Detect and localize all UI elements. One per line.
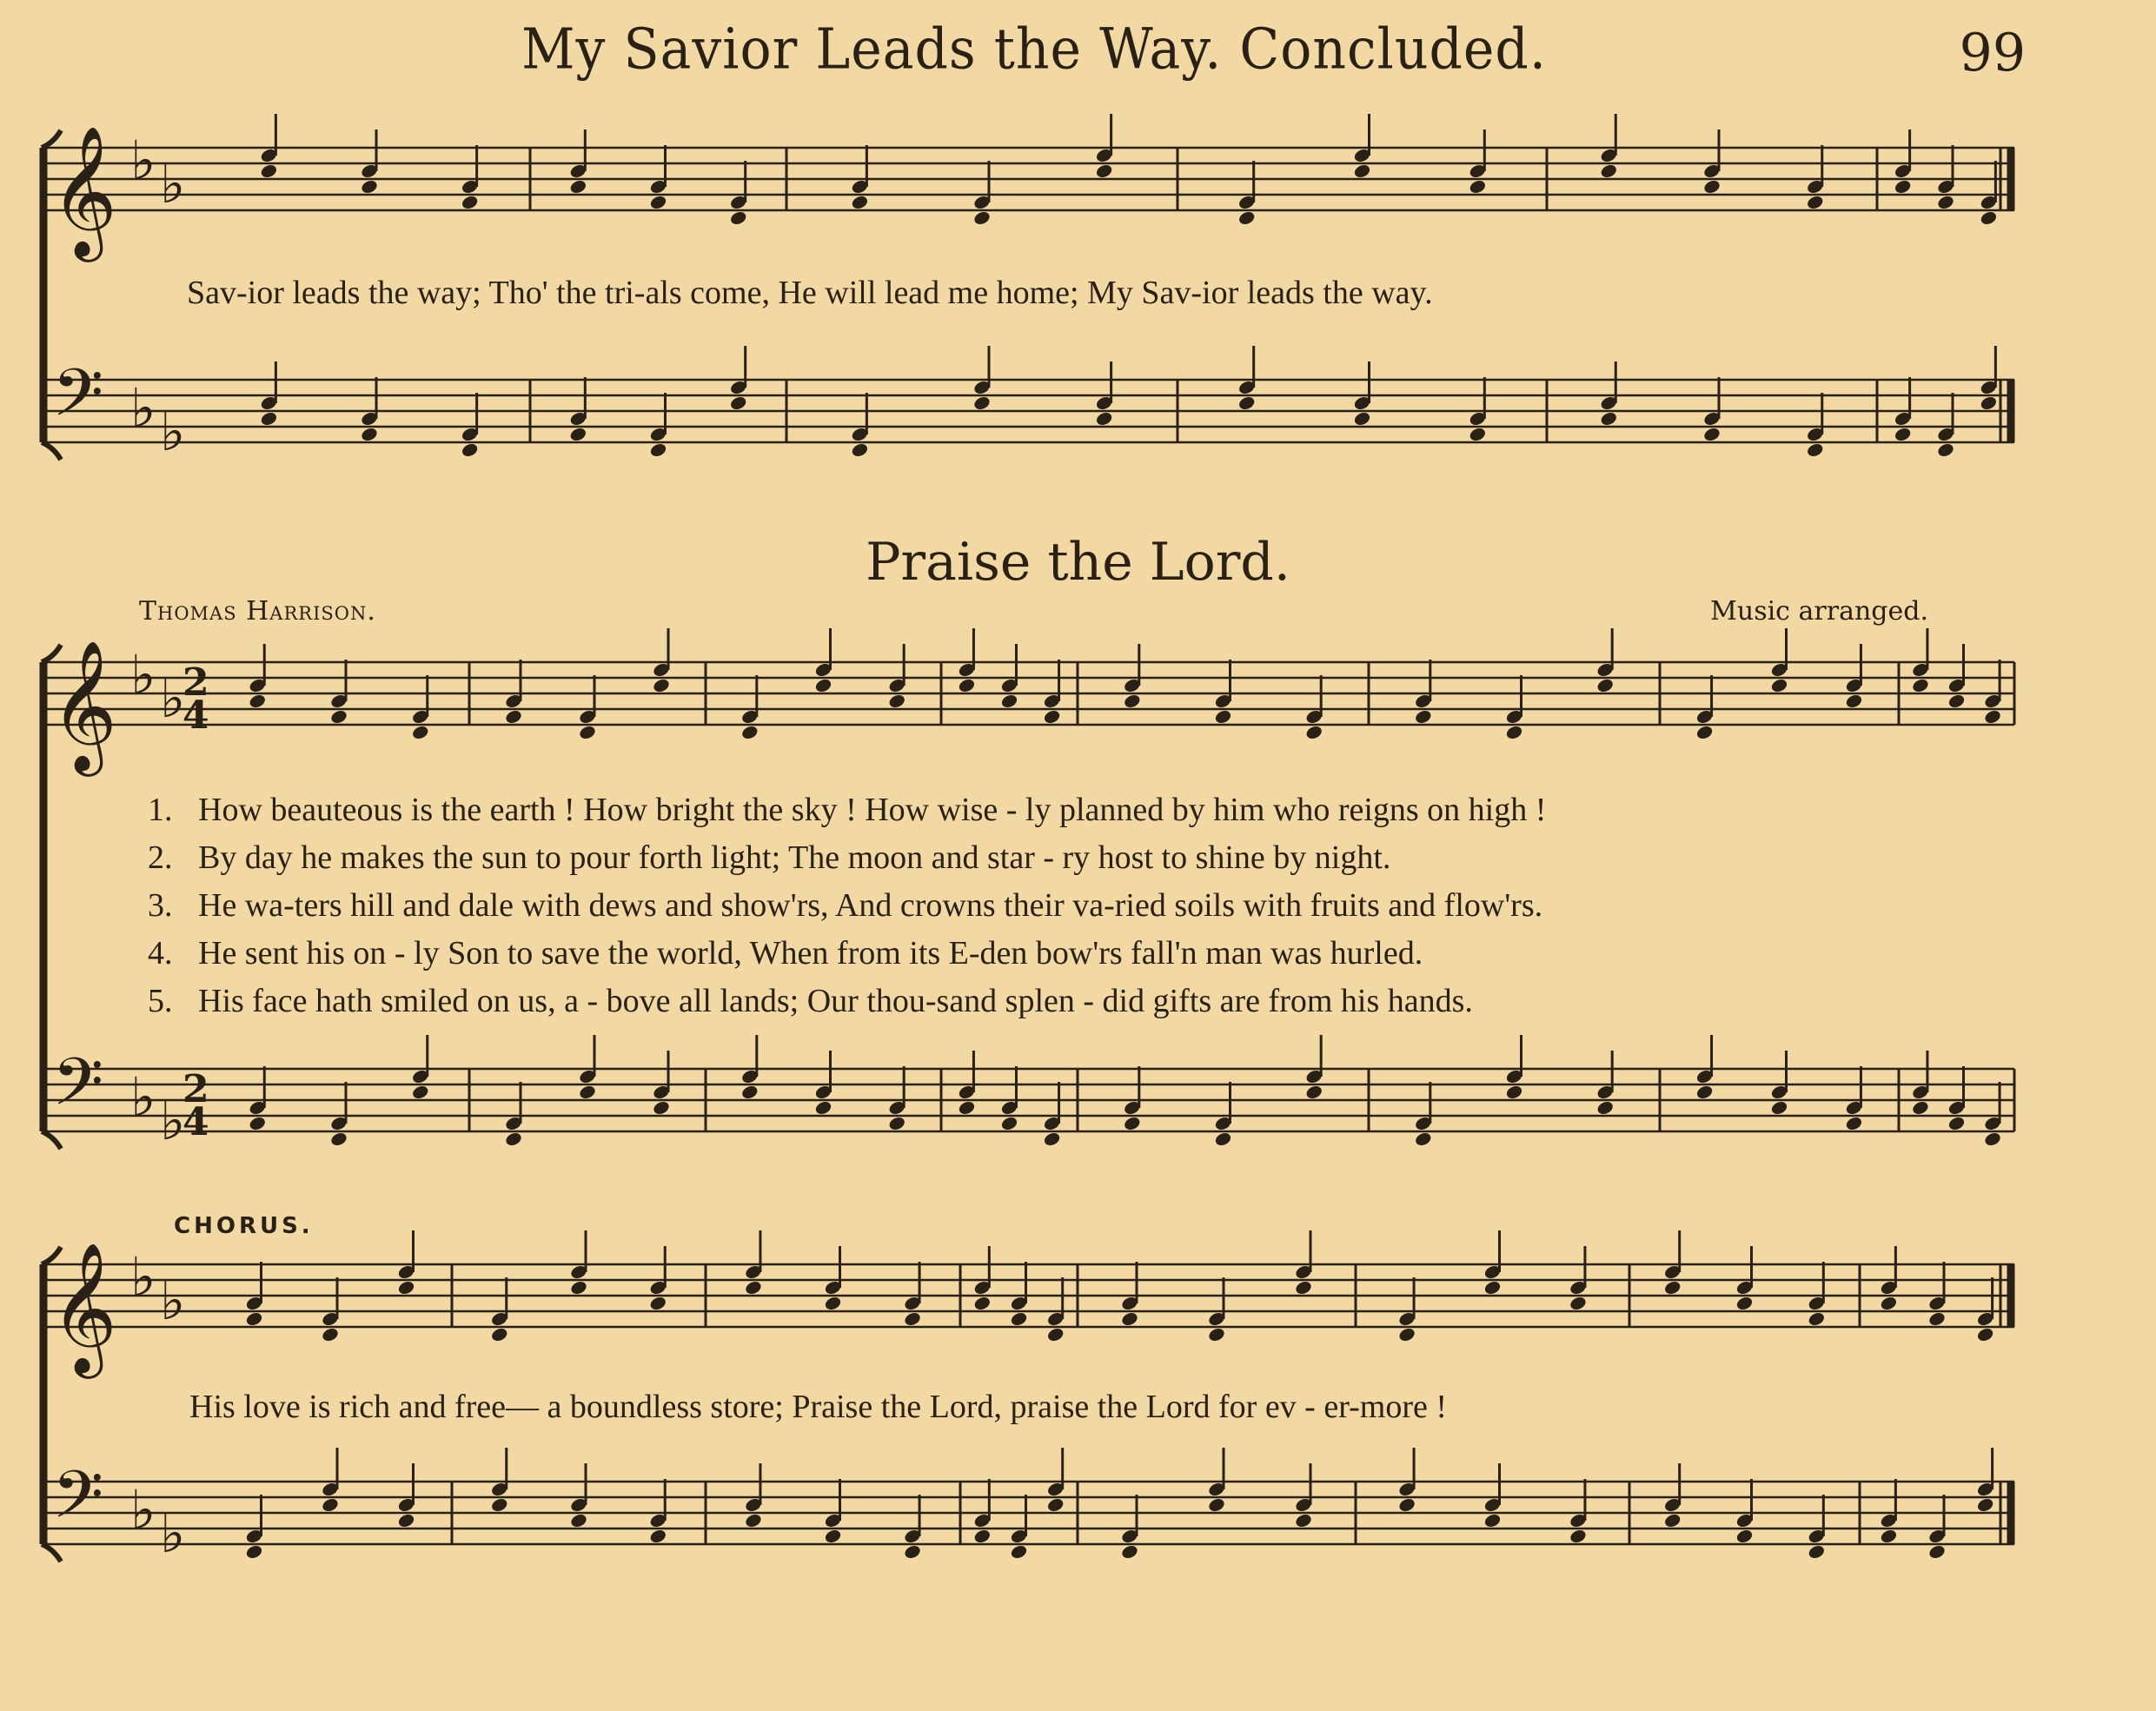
time-signature-bottom: 4 [182, 1100, 209, 1144]
notehead [1770, 1099, 1789, 1116]
notehead [1304, 1084, 1323, 1100]
notehead [1894, 178, 1913, 195]
page-header-title: My Savior Leads the Way. Concluded. [521, 17, 1547, 83]
notehead [972, 395, 992, 411]
notehead [1845, 693, 1864, 709]
notehead [504, 1131, 523, 1147]
notehead [1214, 1131, 1233, 1147]
notehead [1947, 693, 1967, 709]
notehead [397, 1512, 416, 1529]
notehead [248, 693, 267, 709]
notehead [1294, 1512, 1313, 1529]
flat-icon: ♭ [130, 1065, 156, 1129]
notehead [1207, 1496, 1226, 1513]
notehead [1976, 1496, 1995, 1513]
notehead [1304, 724, 1323, 740]
notehead [1976, 1326, 1995, 1343]
notehead [1207, 1326, 1226, 1343]
notehead [1979, 209, 1998, 226]
notehead [648, 1528, 667, 1544]
bass-clef-icon: 𝄢 [52, 1044, 104, 1137]
notehead [903, 1310, 922, 1327]
notehead [972, 209, 992, 226]
flat-icon: ♭ [160, 400, 186, 463]
notehead [1505, 1084, 1524, 1100]
notehead [1806, 194, 1825, 210]
notehead [729, 209, 748, 226]
notehead [578, 1084, 597, 1100]
notehead [568, 178, 587, 195]
flat-icon: ♭ [160, 1089, 186, 1152]
chorus-lyrics: His love is rich and free— a boundless store; Praise the Lord, praise the Lord for ev - er-more ! [189, 1389, 1447, 1425]
flat-icon: ♭ [130, 129, 156, 192]
notehead [461, 441, 480, 458]
notehead [824, 1528, 843, 1544]
verse-number: 4. [148, 935, 173, 972]
flat-icon: ♭ [160, 152, 186, 216]
notehead [1663, 1279, 1682, 1296]
notehead [1414, 708, 1433, 725]
notehead [1046, 1496, 1065, 1513]
notehead [740, 724, 760, 740]
notehead [1397, 1496, 1416, 1513]
notehead [1599, 410, 1618, 427]
notehead [1468, 178, 1487, 195]
flat-icon: ♭ [160, 1502, 186, 1565]
notehead [744, 1512, 763, 1529]
treble-clef-icon: 𝄞 [50, 1241, 117, 1373]
notehead [1806, 441, 1825, 458]
notehead [1353, 162, 1372, 179]
verse-text: By day he makes the sun to pour forth light; The moon and star - ry host to shine by night. [198, 839, 1391, 876]
notehead [245, 1310, 264, 1327]
notehead [1595, 677, 1615, 693]
notehead [652, 1099, 671, 1116]
notehead [411, 724, 430, 740]
notehead [1894, 426, 1913, 442]
notehead [903, 1543, 922, 1560]
flat-icon: ♭ [160, 666, 186, 730]
notehead [972, 1295, 992, 1311]
time-signature-top: 2 [182, 1067, 209, 1111]
song-author: Thomas Harrison. [139, 596, 376, 627]
notehead [740, 1084, 760, 1100]
notehead [360, 178, 379, 195]
notehead [1569, 1295, 1588, 1311]
notehead [1237, 209, 1257, 226]
notehead [1879, 1528, 1898, 1544]
notehead [1237, 395, 1257, 411]
notehead [1000, 1115, 1019, 1131]
notehead [1927, 1310, 1947, 1327]
notehead [461, 194, 480, 210]
notehead [1569, 1528, 1588, 1544]
flat-icon: ♭ [130, 643, 156, 706]
flat-icon: ♭ [130, 376, 156, 440]
notehead [411, 1084, 430, 1100]
notehead [1010, 1543, 1029, 1560]
verse-text: His face hath smiled on us, a - bove all lands; Our thou-sand splen - did gifts are from his hands. [198, 983, 1473, 1019]
flat-icon: ♭ [130, 1245, 156, 1309]
notehead [958, 677, 977, 693]
notehead [1936, 194, 1955, 210]
notehead [1735, 1528, 1755, 1544]
notehead [1505, 724, 1524, 740]
verse-line [148, 839, 1390, 877]
notehead [1807, 1543, 1826, 1560]
notehead [329, 708, 348, 725]
verse-text: He wa-ters hill and dale with dews and show'rs, And crowns their va-ried soils with fruits and flow'rs. [198, 887, 1543, 924]
notehead [958, 1099, 977, 1116]
notehead [1095, 410, 1114, 427]
notehead [1911, 677, 1930, 693]
notehead [504, 708, 523, 725]
notehead [1879, 1295, 1898, 1311]
notehead [887, 693, 906, 709]
treble-clef-icon: 𝄞 [50, 639, 117, 771]
notehead [972, 1528, 992, 1544]
notehead [1983, 708, 2002, 725]
verse-text: How beauteous is the earth ! How bright the sky ! How wise - ly planned by him who reigns on high ! [198, 792, 1547, 828]
notehead [1979, 395, 1998, 411]
notehead [569, 1279, 588, 1296]
verse-line [148, 982, 1473, 1020]
notehead [729, 395, 748, 411]
notehead [490, 1326, 509, 1343]
notehead [1120, 1310, 1139, 1327]
notehead [321, 1496, 340, 1513]
notehead [1735, 1295, 1755, 1311]
notehead [649, 194, 668, 210]
notehead [1599, 162, 1618, 179]
verse-line [148, 886, 1542, 925]
notehead [1695, 724, 1715, 740]
notehead [1947, 1115, 1967, 1131]
notehead [1214, 708, 1233, 725]
notehead [1123, 693, 1142, 709]
bass-clef-icon: 𝄢 [52, 1456, 104, 1549]
verse-number: 1. [148, 792, 173, 828]
verse-number: 5. [148, 983, 173, 1019]
notehead [1095, 162, 1114, 179]
notehead [1936, 441, 1955, 458]
notehead [490, 1496, 509, 1513]
notehead [1595, 1099, 1615, 1116]
notehead [1043, 1131, 1062, 1147]
notehead [578, 724, 597, 740]
verse-number: 2. [148, 839, 173, 876]
notehead [1695, 1084, 1715, 1100]
notehead [1807, 1310, 1826, 1327]
notehead [397, 1279, 416, 1296]
verse-line [148, 791, 1546, 829]
time-signature-top: 2 [182, 660, 209, 705]
system1-lyrics: Sav-ior leads the way; Tho' the tri-als come, He will lead me home; My Sav-ior leads the way. [187, 275, 1433, 311]
notehead [248, 1115, 267, 1131]
notehead [1483, 1512, 1503, 1529]
notehead [1043, 708, 1062, 725]
bass-clef-icon: 𝄢 [52, 355, 104, 448]
notehead [1845, 1115, 1864, 1131]
time-signature-bottom: 4 [182, 693, 209, 738]
notehead [850, 194, 869, 210]
verse-line [148, 934, 1423, 972]
notehead [652, 677, 671, 693]
notehead [1663, 1512, 1682, 1529]
flat-icon: ♭ [160, 1269, 186, 1332]
notehead [744, 1279, 763, 1296]
notehead [887, 1115, 906, 1131]
notehead [814, 677, 833, 693]
notehead [1120, 1543, 1139, 1560]
notehead [569, 1512, 588, 1529]
notehead [1927, 1543, 1947, 1560]
notehead [824, 1295, 843, 1311]
notehead [1468, 426, 1487, 442]
song-title: Praise the Lord. [866, 532, 1290, 593]
notehead [568, 426, 587, 442]
notehead [648, 1295, 667, 1311]
notehead [814, 1099, 833, 1116]
notehead [850, 441, 869, 458]
notehead [1294, 1279, 1313, 1296]
notehead [1397, 1326, 1416, 1343]
notehead [360, 426, 379, 442]
notehead [259, 162, 278, 179]
notehead [1010, 1310, 1029, 1327]
notehead [1702, 426, 1721, 442]
notehead [1353, 410, 1372, 427]
notehead [1123, 1115, 1142, 1131]
notehead [1911, 1099, 1930, 1116]
verse-text: He sent his on - ly Son to save the world, When from its E-den bow'rs fall'n man was hurled. [198, 935, 1423, 972]
notehead [245, 1543, 264, 1560]
notehead [259, 410, 278, 427]
verse-number: 3. [148, 887, 173, 924]
notehead [1000, 693, 1019, 709]
notehead [649, 441, 668, 458]
notehead [329, 1131, 348, 1147]
notehead [1770, 677, 1789, 693]
treble-clef-icon: 𝄞 [50, 124, 117, 256]
song-arranger: Music arranged. [1710, 596, 1928, 627]
notehead [1414, 1131, 1433, 1147]
notehead [1483, 1279, 1503, 1296]
flat-icon: ♭ [130, 1478, 156, 1542]
page-number: 99 [1959, 23, 2026, 83]
chorus-label: CHORUS. [174, 1213, 314, 1239]
notehead [321, 1326, 340, 1343]
notehead [1702, 178, 1721, 195]
notehead [1983, 1131, 2002, 1147]
notehead [1046, 1326, 1065, 1343]
